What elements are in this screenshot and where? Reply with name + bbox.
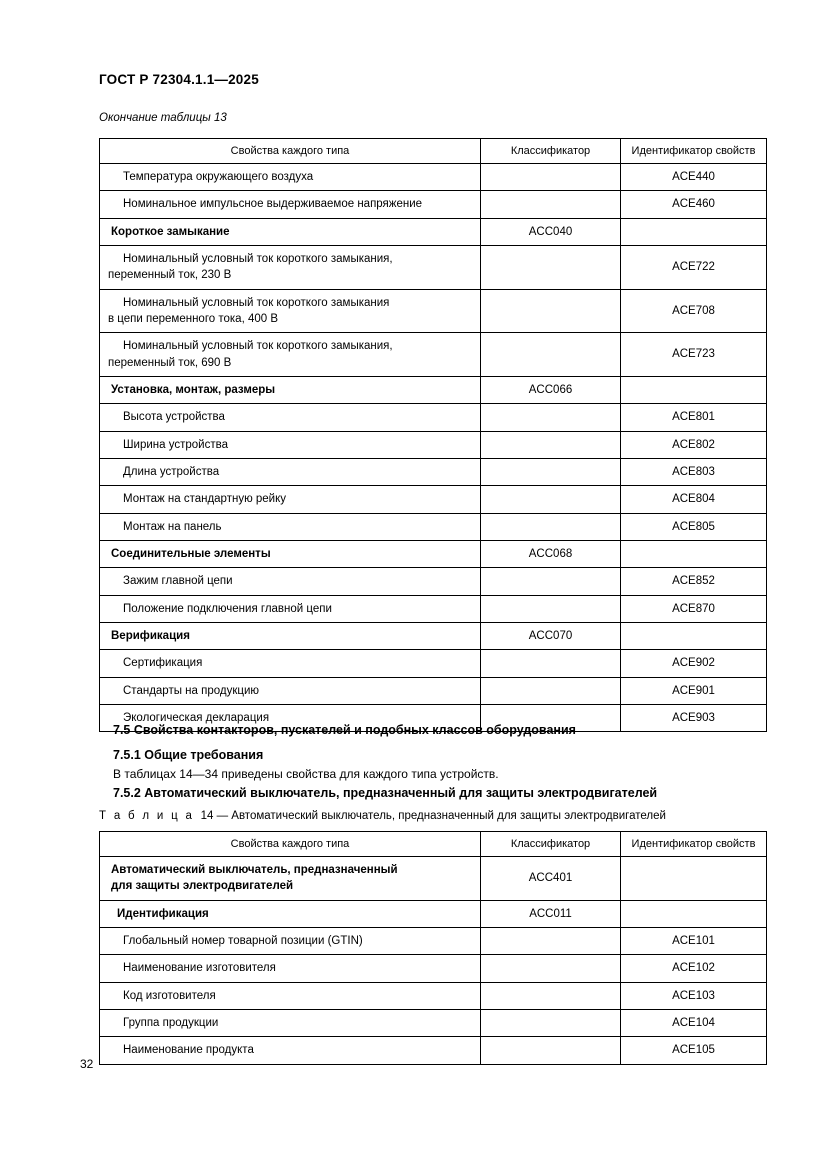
table-row <box>100 900 767 927</box>
table-row <box>100 191 767 218</box>
classifier-code <box>481 459 620 485</box>
cell-property <box>100 191 481 218</box>
table-row <box>100 540 767 567</box>
property-text: Идентификация <box>117 907 209 920</box>
identifier-code: ACE440 <box>672 171 715 183</box>
cell-property <box>100 289 481 333</box>
identifier-code: ACE105 <box>672 1044 715 1057</box>
cell-classifier <box>481 245 621 289</box>
cell-property <box>100 540 481 567</box>
identifier-code: ACE804 <box>672 493 715 506</box>
classifier-code <box>481 1037 620 1063</box>
column-header-property: Свойства каждого типа <box>100 832 481 857</box>
cell-classifier <box>481 431 621 458</box>
classifier-code <box>481 568 620 594</box>
classifier-code <box>481 254 620 280</box>
cell-identifier <box>621 376 767 403</box>
classifier-code <box>481 341 620 367</box>
table-14-caption <box>99 810 666 822</box>
cell-classifier <box>481 1009 621 1036</box>
table-14-header-row <box>100 832 767 857</box>
property-text: Код изготовителя <box>123 989 216 1002</box>
identifier-code <box>621 623 766 649</box>
cell-property <box>100 245 481 289</box>
column-header-classifier: Классификатор <box>481 832 621 857</box>
property-text: Номинальный условный ток короткого замыкания в цепи переменного тока, 400 В <box>108 296 390 325</box>
table-14-caption-text: 14 — Автоматический выключатель, предназначенный для защиты электродвигателей <box>200 810 666 822</box>
property-text: Наименование продукта <box>123 1044 254 1057</box>
column-header-property: Свойства каждого типа <box>100 139 481 164</box>
classifier-code <box>481 596 620 622</box>
cell-property <box>100 955 481 982</box>
table-row <box>100 1037 767 1064</box>
classifier-code <box>481 486 620 512</box>
cell-classifier <box>481 540 621 567</box>
cell-classifier <box>481 568 621 595</box>
classifier-code: ACC066 <box>528 383 573 396</box>
table-row <box>100 857 767 901</box>
cell-classifier <box>481 513 621 540</box>
identifier-code: ACE852 <box>672 575 715 588</box>
table-13-head <box>100 139 767 164</box>
cell-classifier <box>481 218 621 245</box>
property-text: Установка, монтаж, размеры <box>111 383 276 396</box>
cell-property <box>100 333 481 377</box>
classifier-code <box>481 514 620 540</box>
page-number: 32 <box>80 1057 94 1071</box>
cell-identifier <box>621 677 767 704</box>
table-row <box>100 458 767 485</box>
column-header-identifier: Идентификатор свойств <box>621 139 767 164</box>
cell-property <box>100 622 481 649</box>
classifier-code: ACC068 <box>528 547 573 560</box>
heading-7-5-1: 7.5.1 Общие требования <box>113 748 264 762</box>
cell-property <box>100 218 481 245</box>
table-row <box>100 982 767 1009</box>
cell-identifier <box>621 218 767 245</box>
table-row <box>100 677 767 704</box>
cell-identifier <box>621 650 767 677</box>
cell-identifier <box>621 927 767 954</box>
table-14-body <box>100 857 767 1065</box>
cell-property <box>100 650 481 677</box>
cell-property <box>100 376 481 403</box>
cell-classifier <box>481 486 621 513</box>
classifier-code: ACC011 <box>529 907 572 920</box>
cell-classifier <box>481 191 621 218</box>
cell-property <box>100 513 481 540</box>
classifier-code <box>481 191 620 217</box>
classifier-code <box>481 650 620 676</box>
table-13 <box>99 138 767 732</box>
property-text: Глобальный номер товарной позиции (GTIN) <box>123 934 363 947</box>
cell-classifier <box>481 927 621 954</box>
running-head-standard-number: ГОСТ Р 72304.1.1—2025 <box>99 72 259 87</box>
cell-identifier <box>621 333 767 377</box>
cell-classifier <box>481 164 621 191</box>
cell-identifier <box>621 164 767 191</box>
cell-property <box>100 164 481 191</box>
property-text: Ширина устройства <box>123 438 228 451</box>
table-row <box>100 927 767 954</box>
cell-classifier <box>481 289 621 333</box>
table-row <box>100 622 767 649</box>
identifier-code: ACE805 <box>672 520 715 533</box>
cell-identifier <box>621 404 767 431</box>
identifier-code: ACE903 <box>672 711 715 724</box>
table-row <box>100 164 767 191</box>
cell-identifier <box>621 982 767 1009</box>
identifier-code: ACE902 <box>672 657 715 670</box>
heading-7-5: 7.5 Свойства контакторов, пускателей и подобных классов оборудования <box>113 723 576 737</box>
table-row <box>100 431 767 458</box>
property-text: Стандарты на продукцию <box>123 684 260 697</box>
table-row <box>100 376 767 403</box>
property-text: Экологическая декларация <box>123 711 270 724</box>
identifier-code: ACE870 <box>672 602 715 615</box>
cell-identifier <box>621 622 767 649</box>
table-13-header-row <box>100 139 767 164</box>
property-text: Длина устройства <box>123 465 220 478</box>
cell-property <box>100 857 481 901</box>
classifier-code <box>481 1010 620 1036</box>
property-text: Номинальный условный ток короткого замыкания, переменный ток, 690 В <box>108 340 393 369</box>
classifier-code <box>481 404 620 430</box>
property-text: Монтаж на панель <box>123 520 222 533</box>
cell-classifier <box>481 1037 621 1064</box>
cell-classifier <box>481 458 621 485</box>
identifier-code: ACE102 <box>672 962 715 975</box>
cell-identifier <box>621 595 767 622</box>
cell-property <box>100 458 481 485</box>
column-header-identifier: Идентификатор свойств <box>621 832 767 857</box>
cell-property <box>100 431 481 458</box>
identifier-code: ACE802 <box>672 438 715 451</box>
property-text: Номинальное импульсное выдерживаемое напряжение <box>123 198 423 211</box>
cell-property <box>100 982 481 1009</box>
cell-identifier <box>621 900 767 927</box>
cell-property <box>100 568 481 595</box>
property-text: Зажим главной цепи <box>123 575 233 588</box>
identifier-code: ACE104 <box>672 1016 715 1029</box>
classifier-code <box>481 298 620 324</box>
cell-identifier <box>621 1009 767 1036</box>
cell-identifier <box>621 245 767 289</box>
cell-property <box>100 927 481 954</box>
property-text: Короткое замыкание <box>111 225 230 238</box>
table-13-body <box>100 164 767 732</box>
cell-property <box>100 486 481 513</box>
table-row <box>100 955 767 982</box>
table-row <box>100 404 767 431</box>
cell-property <box>100 677 481 704</box>
cell-identifier <box>621 191 767 218</box>
identifier-code: ACE708 <box>672 304 715 317</box>
classifier-code <box>481 983 620 1009</box>
cell-identifier <box>621 289 767 333</box>
column-header-classifier: Классификатор <box>481 139 621 164</box>
identifier-code: ACE460 <box>672 198 715 211</box>
identifier-code <box>621 901 766 927</box>
table-14-head <box>100 832 767 857</box>
heading-7-5-2: 7.5.2 Автоматический выключатель, предназначенный для защиты электродвигателей <box>113 786 658 800</box>
cell-identifier <box>621 704 767 731</box>
property-text: Группа продукции <box>123 1016 219 1029</box>
table-row <box>100 218 767 245</box>
cell-classifier <box>481 677 621 704</box>
cell-classifier <box>481 955 621 982</box>
property-text: Высота устройства <box>123 411 225 424</box>
classifier-code <box>481 678 620 704</box>
cell-identifier <box>621 458 767 485</box>
classifier-code: ACC070 <box>528 629 573 642</box>
identifier-code: ACE803 <box>672 465 715 478</box>
classifier-code <box>481 928 620 954</box>
table-row <box>100 595 767 622</box>
table-row <box>100 1009 767 1036</box>
cell-property <box>100 900 481 927</box>
cell-property <box>100 1009 481 1036</box>
property-text: Монтаж на стандартную рейку <box>123 493 287 506</box>
table-row <box>100 568 767 595</box>
property-text: Автоматический выключатель, предназначенный для защиты электродвигателей <box>111 864 398 893</box>
cell-classifier <box>481 376 621 403</box>
cell-identifier <box>621 513 767 540</box>
cell-property <box>100 1037 481 1064</box>
cell-classifier <box>481 982 621 1009</box>
table-row <box>100 650 767 677</box>
table-row <box>100 333 767 377</box>
cell-identifier <box>621 1037 767 1064</box>
property-text: Соединительные элементы <box>111 547 271 560</box>
table-row <box>100 513 767 540</box>
cell-classifier <box>481 622 621 649</box>
identifier-code: ACE722 <box>672 261 715 274</box>
identifier-code: ACE801 <box>672 411 715 424</box>
identifier-code <box>621 377 766 403</box>
paragraph-7-5-1: В таблицах 14—34 приведены свойства для каждого типа устройств. <box>113 767 499 781</box>
identifier-code <box>621 219 766 245</box>
cell-identifier <box>621 540 767 567</box>
classifier-code: ACC401 <box>528 872 573 885</box>
table-row <box>100 245 767 289</box>
identifier-code: ACE901 <box>672 684 715 697</box>
table-row <box>100 289 767 333</box>
property-text: Верификация <box>111 629 190 642</box>
classifier-code <box>481 164 620 190</box>
table-13-continued-caption: Окончание таблицы 13 <box>99 112 227 124</box>
classifier-code: ACC040 <box>528 225 573 238</box>
cell-classifier <box>481 857 621 901</box>
cell-classifier <box>481 333 621 377</box>
identifier-code: ACE101 <box>672 934 715 947</box>
cell-classifier <box>481 900 621 927</box>
identifier-code <box>621 541 766 567</box>
cell-classifier <box>481 650 621 677</box>
classifier-code <box>481 955 620 981</box>
property-text: Наименование изготовителя <box>123 962 276 975</box>
cell-property <box>100 404 481 431</box>
table-14 <box>99 831 767 1065</box>
property-text: Сертификация <box>123 657 203 670</box>
identifier-code <box>621 865 766 891</box>
cell-identifier <box>621 486 767 513</box>
cell-identifier <box>621 955 767 982</box>
cell-identifier <box>621 431 767 458</box>
property-text: Номинальный условный ток короткого замыкания, переменный ток, 230 В <box>108 252 393 282</box>
cell-classifier <box>481 404 621 431</box>
cell-identifier <box>621 568 767 595</box>
table-14-caption-label: Т а б л и ц а <box>99 810 195 822</box>
identifier-code: ACE103 <box>672 989 715 1002</box>
cell-identifier <box>621 857 767 901</box>
property-text: Положение подключения главной цепи <box>123 602 332 615</box>
property-text: Температура окружающего воздуха <box>123 171 314 183</box>
cell-classifier <box>481 595 621 622</box>
cell-property <box>100 595 481 622</box>
identifier-code: ACE723 <box>672 348 715 361</box>
table-row <box>100 486 767 513</box>
classifier-code <box>481 432 620 458</box>
